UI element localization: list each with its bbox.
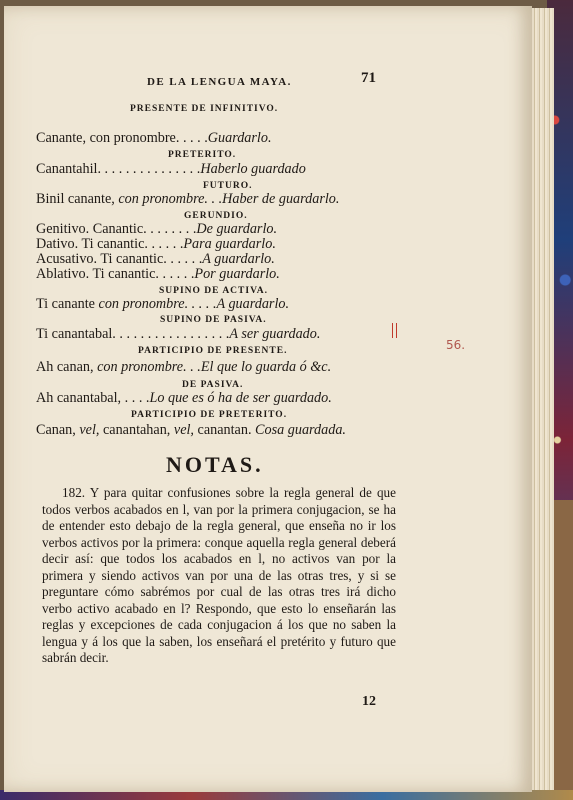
heading-presente-infinitivo: PRESENTE DE INFINITIVO. bbox=[130, 104, 279, 114]
running-title: DE LA LENGUA MAYA. bbox=[147, 76, 292, 88]
heading-participio-presente: PARTICIPIO DE PRESENTE. bbox=[138, 346, 288, 356]
page-number: 71 bbox=[361, 70, 376, 86]
paragraph-182: 182. Y para quitar confusiones sobre la regla general de que todos verbos acabados en l, van por la primera conjugacion, se ha de entender esto debajo de la regla general, que enseña no ir los verbos activos por la primera: conque aquella regla general deberá decir así: que todos los acabados en l, no activos van por la primera y siendo activos van por una de las otras tres, y si se preguntare cómo sabrémos por cual de las otras tres irá dicho verbo activo acabado en l? Respondo, que esto lo enseñarán las reglas y excepciones de cada conjugacion á los que no saben la lengua y á los que la saben, los enseñará el pretérito y futuro que sabrán decir. bbox=[42, 485, 396, 665]
margin-note: 56. bbox=[446, 338, 466, 352]
conjugation-line: Ah canantabal, . . . .Lo que es ó ha de ser guardado. bbox=[36, 390, 332, 406]
heading-de-pasiva: DE PASIVA. bbox=[182, 380, 244, 390]
heading-preterito: PRETERITO. bbox=[168, 150, 237, 160]
signature-mark: 12 bbox=[362, 694, 376, 709]
conjugation-line: Canantahil. . . . . . . . . . . . . . .Haberlo guardado bbox=[36, 161, 306, 177]
red-ink-mark bbox=[392, 323, 397, 338]
book-page bbox=[4, 6, 532, 792]
conjugation-line: Ah canan, con pronombre. . .El que lo guarda ó &c. bbox=[36, 359, 332, 375]
heading-supino-pasiva: SUPINO DE PASIVA. bbox=[160, 315, 267, 325]
conjugation-line: Ti canantabal. . . . . . . . . . . . . . . . .A ser guardado. bbox=[36, 326, 321, 342]
conjugation-line: Dativo. Ti canantic. . . . . .Para guardarlo. bbox=[36, 236, 276, 252]
conjugation-line: Acusativo. Ti canantic. . . . . .A guardarlo. bbox=[36, 251, 275, 267]
conjugation-line: Ti canante con pronombre. . . . .A guardarlo. bbox=[36, 296, 290, 312]
conjugation-line: Canan, vel, canantahan, vel, canantan. Cosa guardada. bbox=[36, 422, 346, 438]
heading-gerundio: GERUNDIO. bbox=[184, 211, 248, 221]
heading-participio-preterito: PARTICIPIO DE PRETERITO. bbox=[131, 410, 288, 420]
notas-title: NOTAS. bbox=[166, 452, 264, 477]
conjugation-line: Binil canante, con pronombre. . .Haber de guardarlo. bbox=[36, 191, 340, 207]
conjugation-line: Canante, con pronombre. . . . .Guardarlo. bbox=[36, 130, 272, 146]
conjugation-line: Ablativo. Ti canantic. . . . . .Por guardarlo. bbox=[36, 266, 280, 282]
heading-supino-activa: SUPINO DE ACTIVA. bbox=[159, 286, 268, 296]
page-edges bbox=[532, 8, 554, 790]
heading-futuro: FUTURO. bbox=[203, 181, 253, 191]
conjugation-line: Genitivo. Canantic. . . . . . . .De guardarlo. bbox=[36, 221, 278, 237]
